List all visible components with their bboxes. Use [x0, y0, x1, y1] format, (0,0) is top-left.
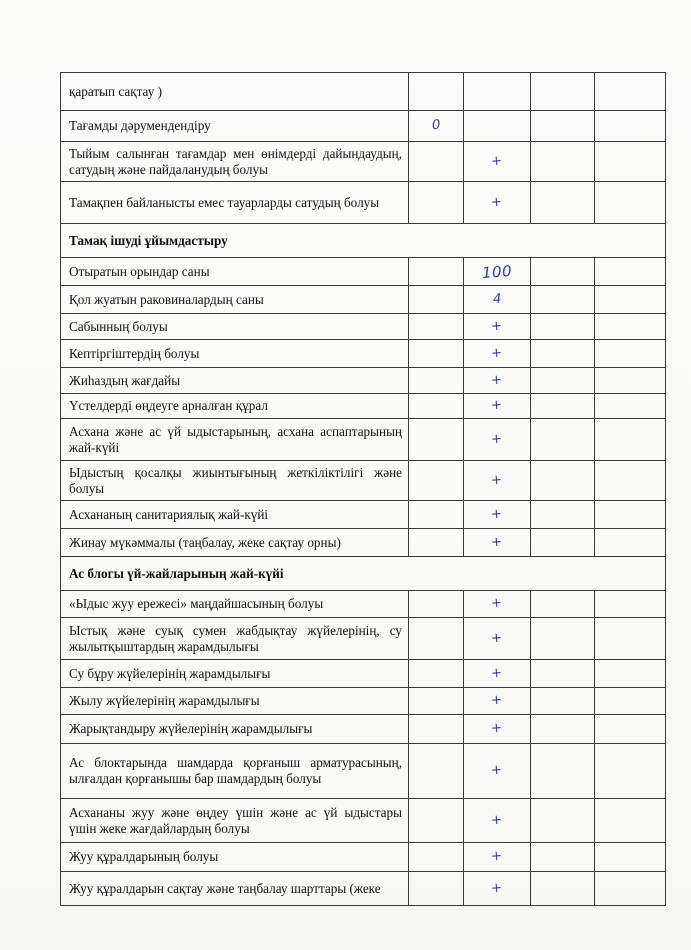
checklist-row — [61, 872, 666, 906]
checklist-row — [61, 73, 666, 111]
mark-cell-col2 — [464, 799, 531, 843]
mark-cell-col4 — [595, 73, 666, 111]
checklist-row — [61, 715, 666, 744]
criterion-label: Жуу құралдарының болуы — [61, 843, 409, 872]
criterion-label: Тағамды дәрумендендіру — [61, 111, 409, 142]
mark-cell-col3 — [531, 688, 595, 715]
mark-cell-col2 — [464, 501, 531, 529]
mark-cell-col4 — [595, 744, 666, 799]
criterion-label: Жуу құралдарын сақтау және таңбалау шарттары (жеке — [61, 872, 409, 906]
checklist-row — [61, 111, 666, 142]
mark-cell-col3 — [531, 182, 595, 224]
mark-cell-col1 — [409, 799, 464, 843]
handwritten-mark: 4 — [492, 291, 502, 307]
mark-cell-col3 — [531, 340, 595, 368]
mark-cell-col2 — [464, 142, 531, 182]
mark-cell-col2 — [464, 340, 531, 368]
mark-cell-col2 — [464, 843, 531, 872]
handwritten-mark: + — [490, 472, 504, 488]
mark-cell-col3 — [531, 461, 595, 501]
mark-cell-col3 — [531, 501, 595, 529]
mark-cell-col1 — [409, 461, 464, 501]
mark-cell-col1 — [409, 618, 464, 660]
mark-cell-col2 — [464, 660, 531, 688]
criterion-label: Жарықтандыру жүйелерінің жарамдылығы — [61, 715, 409, 744]
criterion-label: Жылу жүйелерінің жарамдылығы — [61, 688, 409, 715]
mark-cell-col1 — [409, 340, 464, 368]
mark-cell-col2 — [464, 182, 531, 224]
handwritten-mark: + — [490, 848, 504, 865]
mark-cell-col2 — [464, 688, 531, 715]
mark-cell-col3 — [531, 394, 595, 419]
section-header-row — [61, 557, 666, 591]
mark-cell-col4 — [595, 618, 666, 660]
mark-cell-col4 — [595, 715, 666, 744]
mark-cell-col3 — [531, 111, 595, 142]
checklist-row — [61, 618, 666, 660]
mark-cell-col3 — [531, 419, 595, 461]
handwritten-mark: + — [490, 397, 504, 414]
mark-cell-col2 — [464, 394, 531, 419]
mark-cell-col3 — [531, 660, 595, 688]
mark-cell-col3 — [531, 258, 595, 286]
mark-cell-col1 — [409, 314, 464, 340]
criterion-label: Қол жуатын раковиналардың саны — [61, 286, 409, 314]
mark-cell-col2 — [464, 419, 531, 461]
mark-cell-col3 — [531, 715, 595, 744]
mark-cell-col4 — [595, 314, 666, 340]
criterion-label: Тыйым салынған тағамдар мен өнімдерді дайындаудың, сатудың және пайдаланудың болуы — [61, 142, 409, 182]
mark-cell-col2 — [464, 872, 531, 906]
inspection-checklist-table — [60, 72, 666, 906]
criterion-label: Асхана және ас үй ыдыстарының, асхана аспаптарының жай-күйі — [61, 419, 409, 461]
checklist-row — [61, 419, 666, 461]
mark-cell-col3 — [531, 314, 595, 340]
checklist-row — [61, 501, 666, 529]
mark-cell-col1 — [409, 73, 464, 111]
criterion-label: Сабынның болуы — [61, 314, 409, 340]
handwritten-mark: + — [490, 665, 504, 681]
handwritten-mark: + — [490, 812, 504, 828]
mark-cell-col3 — [531, 799, 595, 843]
handwritten-mark: + — [490, 692, 504, 709]
mark-cell-col3 — [531, 591, 595, 618]
mark-cell-col3 — [531, 618, 595, 660]
mark-cell-col4 — [595, 182, 666, 224]
checklist-row — [61, 744, 666, 799]
checklist-row — [61, 843, 666, 872]
mark-cell-col4 — [595, 843, 666, 872]
mark-cell-col3 — [531, 286, 595, 314]
mark-cell-col1 — [409, 872, 464, 906]
mark-cell-col1 — [409, 688, 464, 715]
mark-cell-col4 — [595, 394, 666, 419]
mark-cell-col4 — [595, 142, 666, 182]
handwritten-mark: + — [490, 431, 504, 447]
handwritten-mark: + — [490, 720, 504, 737]
mark-cell-col2 — [464, 529, 531, 557]
mark-cell-col4 — [595, 419, 666, 461]
mark-cell-col1 — [409, 286, 464, 314]
criterion-label: Су бұру жүйелерінің жарамдылығы — [61, 660, 409, 688]
mark-cell-col4 — [595, 660, 666, 688]
checklist-row — [61, 529, 666, 557]
mark-cell-col4 — [595, 340, 666, 368]
mark-cell-col4 — [595, 501, 666, 529]
mark-cell-col4 — [595, 529, 666, 557]
checklist-row — [61, 368, 666, 394]
mark-cell-col2 — [464, 286, 531, 314]
mark-cell-col1 — [409, 591, 464, 618]
section-title: Тамақ ішуді ұйымдастыру — [61, 224, 666, 258]
mark-cell-col3 — [531, 73, 595, 111]
mark-cell-col2 — [464, 618, 531, 660]
mark-cell-col1 — [409, 368, 464, 394]
mark-cell-col1 — [409, 182, 464, 224]
criterion-label: «Ыдыс жуу ережесі» маңдайшасының болуы — [61, 591, 409, 618]
mark-cell-col4 — [595, 799, 666, 843]
mark-cell-col1 — [409, 258, 464, 286]
mark-cell-col1 — [409, 843, 464, 872]
checklist-row — [61, 799, 666, 843]
handwritten-mark: + — [490, 630, 504, 646]
criterion-label: Жиһаздың жағдайы — [61, 368, 409, 394]
mark-cell-col3 — [531, 843, 595, 872]
handwritten-mark: + — [490, 318, 504, 334]
checklist-row — [61, 182, 666, 224]
mark-cell-col3 — [531, 368, 595, 394]
mark-cell-col4 — [595, 258, 666, 286]
checklist-row — [61, 688, 666, 715]
handwritten-mark: + — [490, 372, 504, 388]
mark-cell-col2 — [464, 715, 531, 744]
mark-cell-col3 — [531, 529, 595, 557]
handwritten-mark: 100 — [481, 261, 513, 282]
criterion-label: Асхананы жуу және өңдеу үшін және ас үй ыдыстары үшін жеке жағдайлардың болуы — [61, 799, 409, 843]
mark-cell-col3 — [531, 142, 595, 182]
criterion-label: Жинау мүкәммалы (таңбалау, жеке сақтау орны) — [61, 529, 409, 557]
mark-cell-col1 — [409, 142, 464, 182]
mark-cell-col2 — [464, 111, 531, 142]
mark-cell-col1 — [409, 394, 464, 419]
checklist-row — [61, 340, 666, 368]
checklist-row — [61, 461, 666, 501]
handwritten-mark: + — [490, 345, 504, 361]
mark-cell-col4 — [595, 368, 666, 394]
criterion-label: Ыстық және суық сумен жабдықтау жүйелерінің, су жылытқыштардың жарамдылығы — [61, 618, 409, 660]
mark-cell-col2 — [464, 314, 531, 340]
section-header-row — [61, 224, 666, 258]
checklist-row — [61, 394, 666, 419]
handwritten-mark: + — [490, 194, 504, 210]
checklist-row — [61, 258, 666, 286]
criterion-label: Ыдыстың қосалқы жиынтығының жеткіліктілігі және болуы — [61, 461, 409, 501]
mark-cell-col2 — [464, 258, 531, 286]
checklist-row — [61, 142, 666, 182]
handwritten-mark: + — [490, 880, 504, 896]
mark-cell-col1 — [409, 111, 464, 142]
handwritten-mark: 0 — [431, 117, 441, 134]
checklist-row — [61, 660, 666, 688]
mark-cell-col1 — [409, 419, 464, 461]
mark-cell-col4 — [595, 111, 666, 142]
mark-cell-col4 — [595, 872, 666, 906]
criterion-label: қаратып сақтау ) — [61, 73, 409, 111]
criterion-label: Кептіргіштердің болуы — [61, 340, 409, 368]
mark-cell-col4 — [595, 286, 666, 314]
mark-cell-col4 — [595, 688, 666, 715]
checklist-row — [61, 591, 666, 618]
mark-cell-col1 — [409, 501, 464, 529]
mark-cell-col2 — [464, 73, 531, 111]
mark-cell-col4 — [595, 461, 666, 501]
mark-cell-col2 — [464, 461, 531, 501]
handwritten-mark: + — [490, 534, 504, 550]
criterion-label: Отыратын орындар саны — [61, 258, 409, 286]
mark-cell-col3 — [531, 872, 595, 906]
handwritten-mark: + — [490, 595, 504, 612]
criterion-label: Үстелдерді өңдеуге арналған құрал — [61, 394, 409, 419]
section-title: Ас блогы үй-жайларының жай-күйі — [61, 557, 666, 591]
mark-cell-col2 — [464, 368, 531, 394]
mark-cell-col4 — [595, 591, 666, 618]
checklist-row — [61, 286, 666, 314]
mark-cell-col3 — [531, 744, 595, 799]
handwritten-mark: + — [490, 506, 504, 522]
handwritten-mark: + — [490, 762, 504, 779]
criterion-label: Тамақпен байланысты емес тауарларды сатудың болуы — [61, 182, 409, 224]
mark-cell-col1 — [409, 744, 464, 799]
mark-cell-col2 — [464, 744, 531, 799]
criterion-label: Асхананың санитариялық жай-күйі — [61, 501, 409, 529]
handwritten-mark: + — [490, 153, 504, 169]
mark-cell-col1 — [409, 715, 464, 744]
mark-cell-col2 — [464, 591, 531, 618]
criterion-label: Ас блоктарында шамдарда қорғаныш арматурасының, ылғалдан қорғанышы бар шамдардың болуы — [61, 744, 409, 799]
mark-cell-col1 — [409, 529, 464, 557]
checklist-row — [61, 314, 666, 340]
mark-cell-col1 — [409, 660, 464, 688]
